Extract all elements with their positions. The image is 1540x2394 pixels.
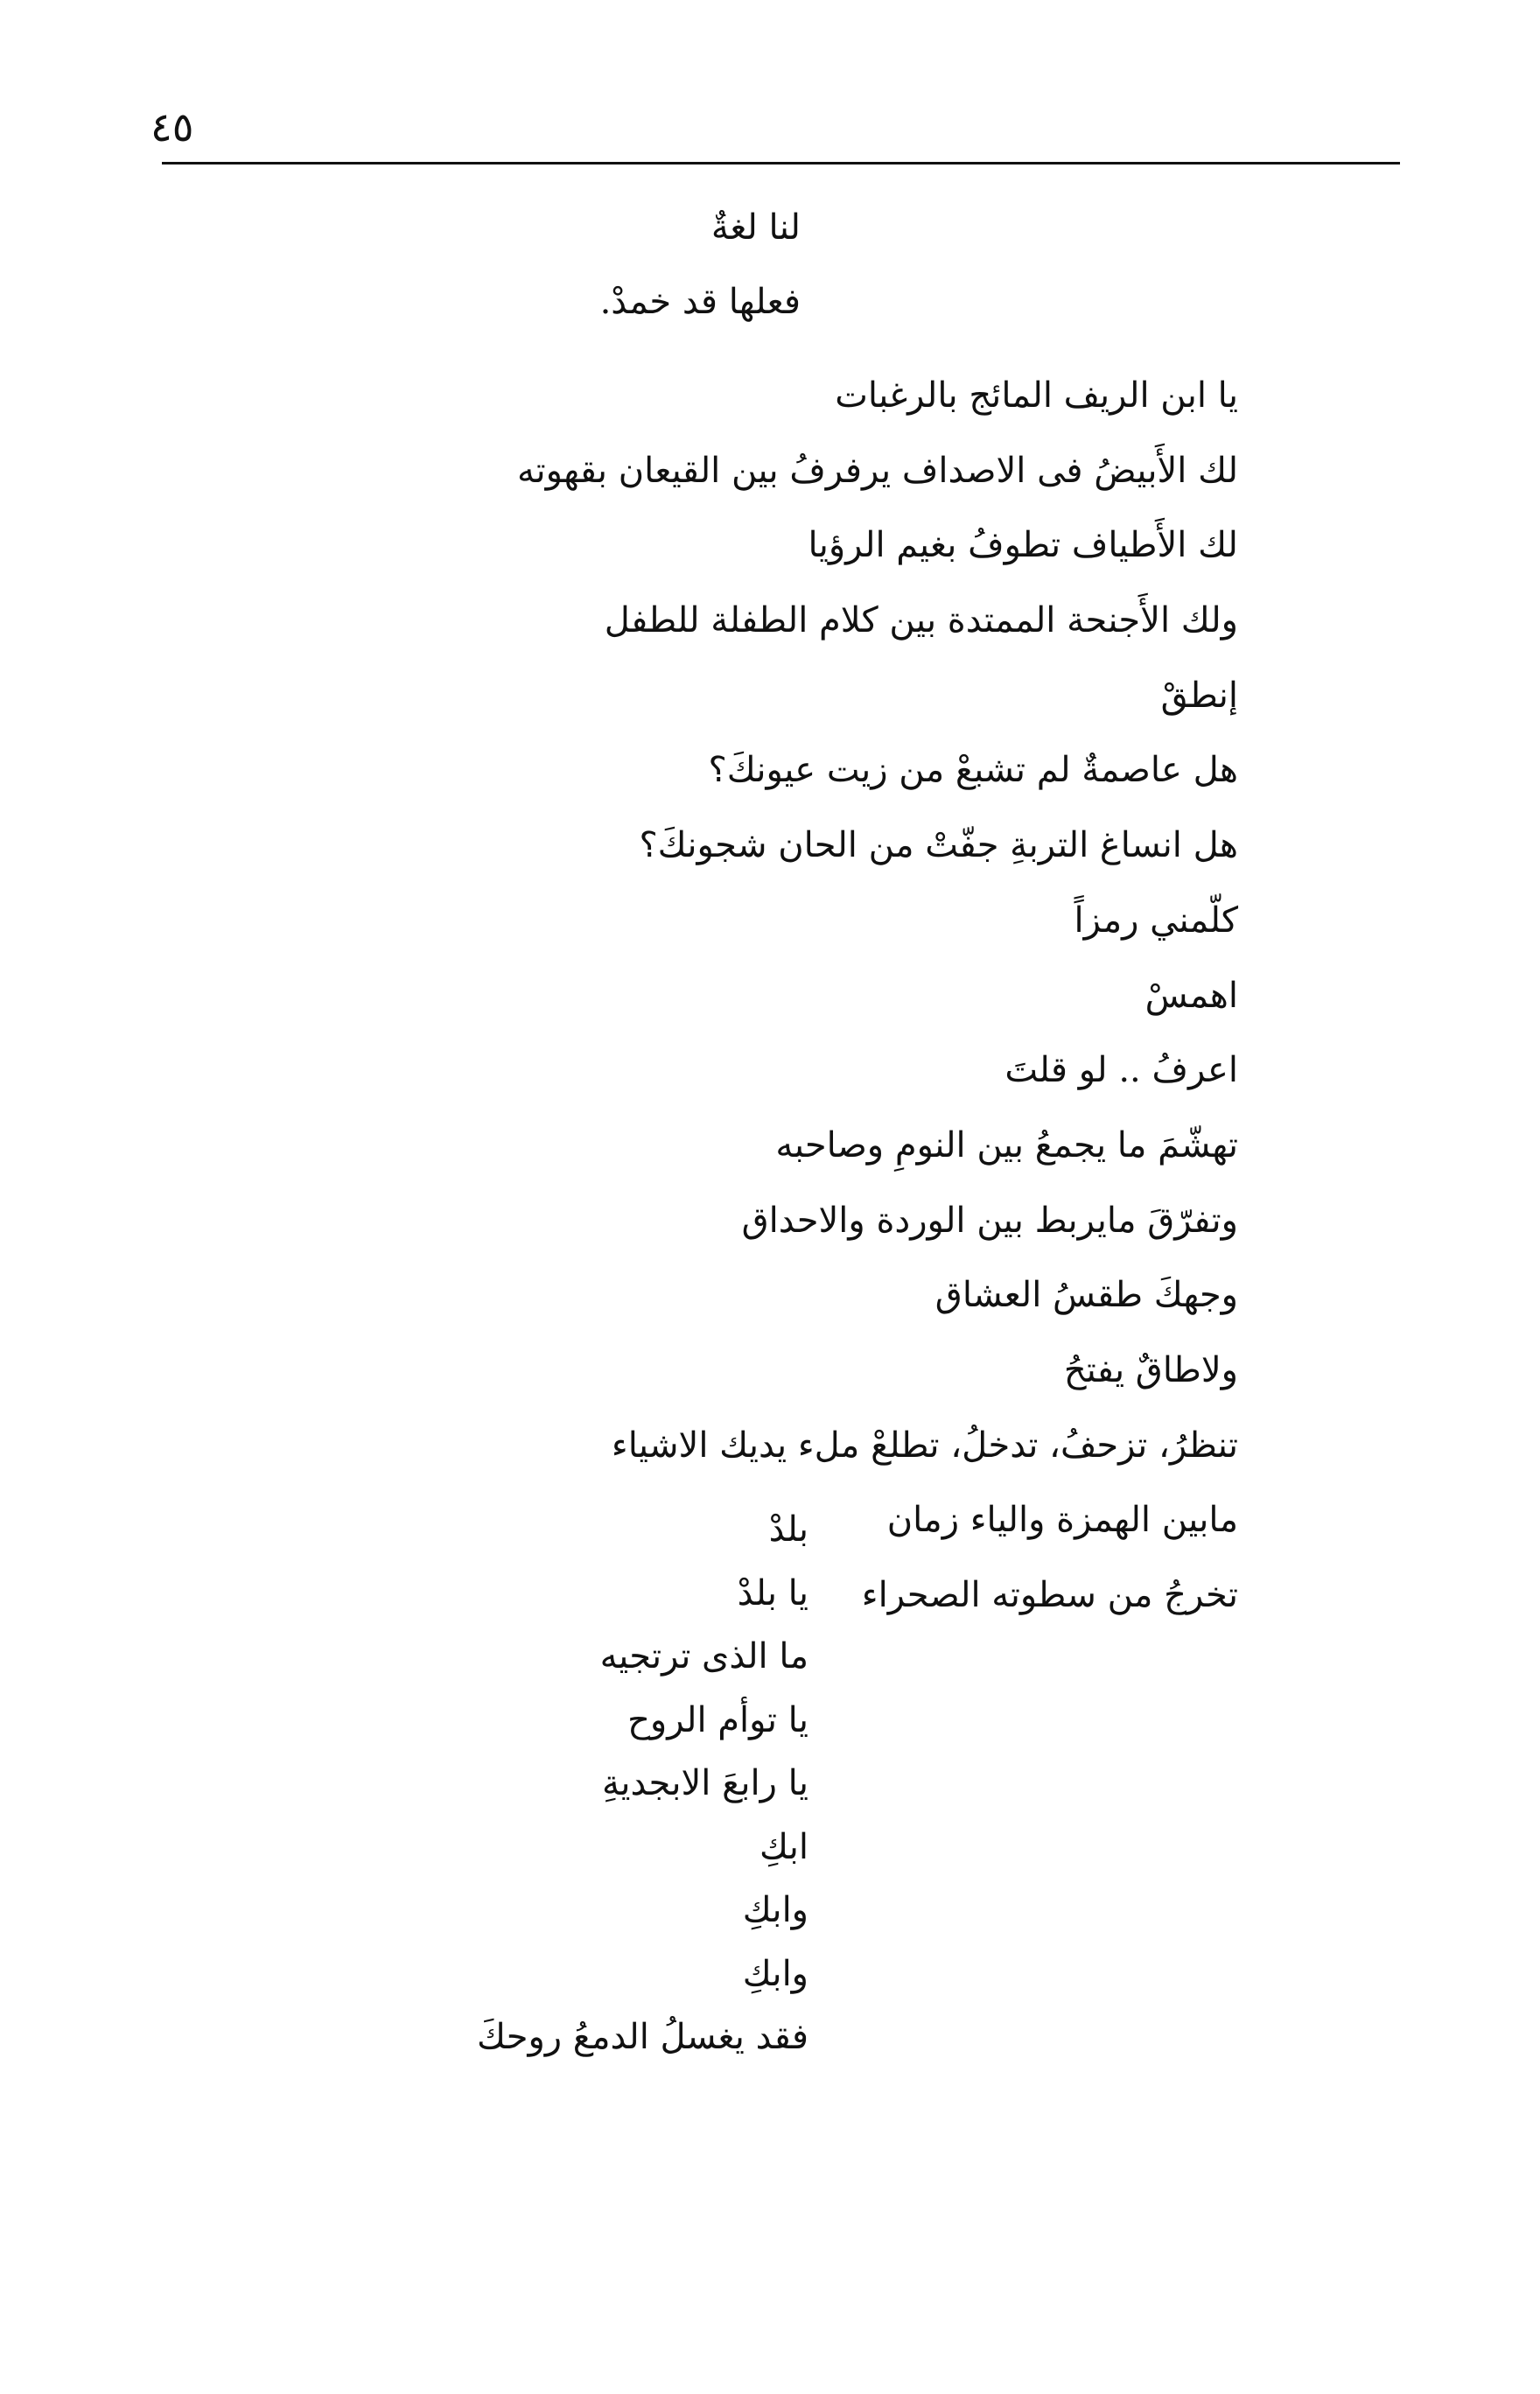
poem-line: يا ابن الريف المائج بالرغبات [835, 375, 1238, 416]
poem-line: وجهكَ طقسُ العشاق [934, 1275, 1238, 1316]
poem-line: ما الذى ترتجيه [599, 1636, 808, 1676]
stanza-3 [477, 1509, 808, 2083]
poem-line: لك الأَطياف تطوفُ بغيم الرؤيا [808, 525, 1238, 566]
poem-line: فعلها قد خمدْ. [599, 282, 801, 322]
poem-line: إنطقْ [1160, 675, 1238, 716]
poem-line: لنا لغةٌ [710, 207, 801, 248]
poem-line: يا بلدْ [737, 1572, 808, 1614]
poem-line: ولاطاقٌ يفتحُ [1063, 1349, 1238, 1390]
poem-line: يا توأم الروح [627, 1699, 808, 1740]
poem-line: اعرفُ .. لو قلتَ [1004, 1050, 1238, 1091]
poem-line: وتفرّقَ مايربط بين الوردة والاحداق [741, 1200, 1238, 1241]
page-number: ٤٥ [150, 103, 194, 150]
poem-line: لك الأَبيضُ فى الاصداف يرفرفُ بين القيعان بقهوته [517, 450, 1238, 491]
poem-line: تخرجُ من سطوته الصحراء [861, 1575, 1238, 1615]
poem-line: تهشّمَ ما يجمعُ بين النومِ وصاحبه [775, 1124, 1238, 1166]
poem-line: هل عاصمةٌ لم تشبعْ من زيت عيونكَ؟ [708, 750, 1238, 791]
header-rule [162, 162, 1400, 164]
poem-line: ولك الأَجنحة الممتدة بين كلام الطفلة للطفل [604, 600, 1238, 641]
poem-line: هل انساغ التربةِ جفّتْ من الحان شجونكَ؟ [639, 825, 1238, 866]
poem-line: ابكِ [760, 1826, 808, 1867]
poem-line: بلدْ [768, 1509, 808, 1550]
poem-line: يا رابعَ الابجديةِ [601, 1763, 808, 1803]
poem-line: وابكِ [742, 1953, 808, 1994]
poem-line: مابين الهمزة والياء زمان [886, 1500, 1238, 1541]
stanza-1 [599, 207, 801, 359]
poem-line: وابكِ [742, 1890, 808, 1930]
poem-line: تنظرُ، تزحفُ، تدخلُ، تطلعْ ملء يديك الاشياء [611, 1424, 1238, 1466]
poem-line: اهمسْ [1144, 975, 1238, 1016]
poem-line: فقد يغسلُ الدمعُ روحكَ [477, 2017, 808, 2057]
stanza-2 [517, 375, 1238, 1653]
poem-line: كلّمني رمزاً [1074, 900, 1238, 941]
